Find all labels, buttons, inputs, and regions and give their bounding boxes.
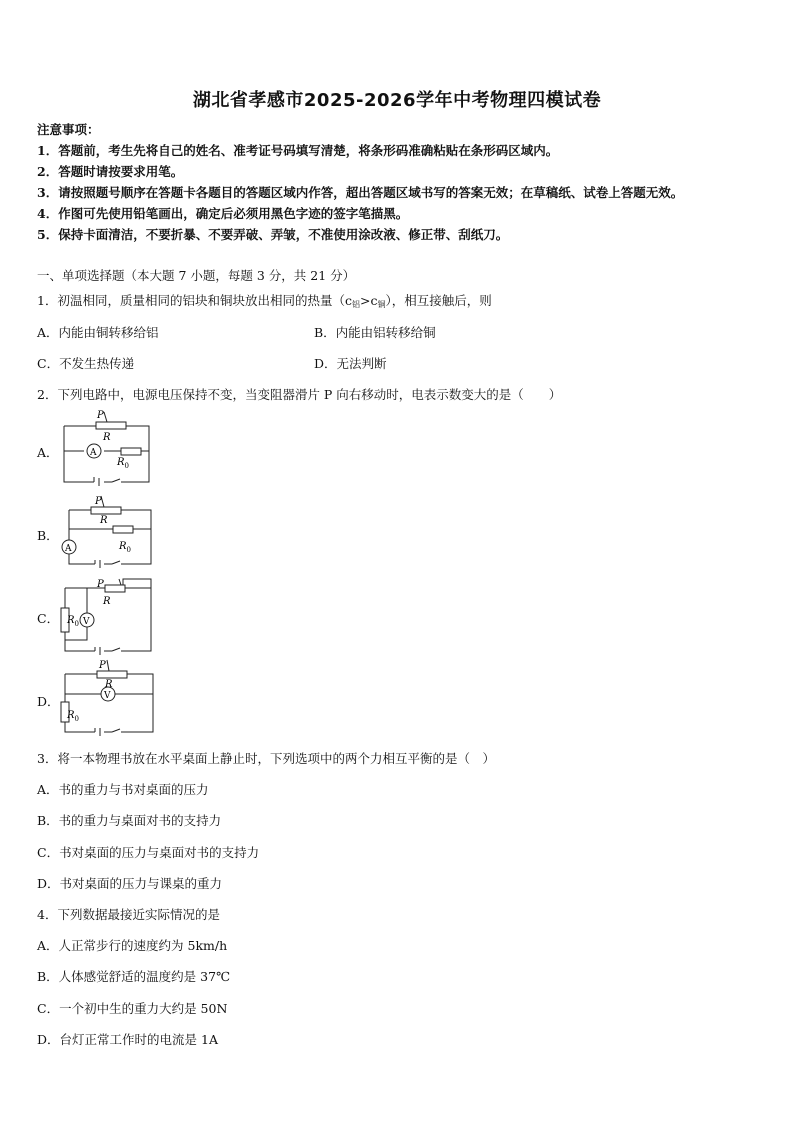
- slider-p-label: P: [97, 410, 104, 421]
- q2-option-c-label: C．: [37, 611, 60, 626]
- q1-gt: >c: [359, 293, 378, 308]
- notice-item: 1．答题前，考生先将自己的姓名、准考证号码填写清楚，将条形码准确粘贴在条形码区域内。: [37, 143, 559, 158]
- q3-option-b: B．书的重力与桌面对书的支持力: [37, 813, 222, 828]
- ammeter-icon: A: [90, 448, 97, 458]
- notice-item: 4．作图可先使用铅笔画出，确定后必须用黑色字迹的签字笔描黑。: [37, 206, 409, 221]
- resistor-r-label: R: [105, 679, 113, 690]
- notice-item: 3．请按照题号顺序在答题卡各题目的答题区域内作答，超出答题区域书写的答案无效；在草稿纸、试卷上答题无效。: [37, 185, 684, 200]
- resistor-r-label: R: [103, 596, 111, 607]
- slider-p-label: P: [99, 660, 106, 671]
- voltmeter-icon: V: [83, 617, 90, 627]
- slider-p-label: P: [97, 579, 104, 590]
- section-heading: 一、单项选择题（本大题 7 小题，每题 3 分，共 21 分）: [37, 268, 356, 283]
- circuit-diagram-c: [55, 574, 165, 664]
- q1-option-b: B．内能由铝转移给铜: [314, 325, 436, 340]
- q1-subscript-cu: 铜: [377, 300, 386, 309]
- resistor-r0-label: $R_0$: [119, 541, 131, 554]
- question-2-stem: 2．下列电路中，电源电压保持不变，当变阻器滑片 P 向右移动时，电表示数变大的是（ ）: [37, 387, 562, 402]
- q3-option-d: D．书对桌面的压力与课桌的重力: [37, 876, 223, 891]
- q4-option-b: B．人体感觉舒适的温度约是 37℃: [37, 969, 231, 984]
- resistor-r0-label: $R_0$: [117, 457, 129, 470]
- q2-option-d-label: D．: [37, 694, 60, 709]
- question-3-stem: 3．将一本物理书放在水平桌面上静止时，下列选项中的两个力相互平衡的是（ ）: [37, 751, 495, 766]
- q1-option-row: [37, 354, 387, 372]
- q1-option-row: [37, 323, 436, 341]
- resistor-r0-label: $R_0$: [67, 615, 79, 628]
- q4-option-d: D．台灯正常工作时的电流是 1A: [37, 1032, 218, 1047]
- question-1-stem: [37, 291, 492, 310]
- circuit-diagram-b: [55, 492, 165, 577]
- page-title: 湖北省孝感市2025-2026学年中考物理四模试卷: [192, 90, 602, 111]
- q4-option-a: A．人正常步行的速度约为 5km/h: [37, 938, 228, 953]
- circuit-diagram-d: [55, 656, 165, 746]
- q1-option-c: C．不发生热传递: [37, 356, 135, 371]
- resistor-r-label: R: [103, 432, 111, 443]
- question-4-stem: 4．下列数据最接近实际情况的是: [37, 907, 220, 922]
- notice-heading: 注意事项：: [37, 122, 100, 137]
- q4-option-c: C．一个初中生的重力大约是 50N: [37, 1001, 228, 1016]
- resistor-r-label: R: [100, 515, 108, 526]
- q2-option-a-label: A．: [37, 445, 59, 460]
- q1-subscript-al: 铝: [351, 300, 360, 309]
- q2-option-b-label: B．: [37, 528, 59, 543]
- resistor-r0-label: $R_0$: [67, 710, 79, 723]
- circuit-diagram-a: [55, 408, 165, 493]
- q1-option-a: A．内能由铜转移给铝: [37, 325, 159, 340]
- q1-option-d: D．无法判断: [314, 356, 387, 371]
- q1-stem-part: 1．初温相同，质量相同的铝块和铜块放出相同的热量（c: [37, 293, 352, 308]
- ammeter-icon: A: [65, 544, 72, 554]
- q1-stem-part: ），相互接触后，则: [385, 293, 492, 308]
- q3-option-a: A．书的重力与书对桌面的压力: [37, 782, 209, 797]
- slider-p-label: P: [95, 496, 102, 507]
- notice-item: 2．答题时请按要求用笔。: [37, 164, 184, 179]
- notice-item: 5．保持卡面清洁，不要折暴、不要弄破、弄皱，不准使用涂改液、修正带、刮纸刀。: [37, 227, 509, 242]
- voltmeter-icon: V: [104, 691, 111, 701]
- q3-option-c: C．书对桌面的压力与桌面对书的支持力: [37, 845, 260, 860]
